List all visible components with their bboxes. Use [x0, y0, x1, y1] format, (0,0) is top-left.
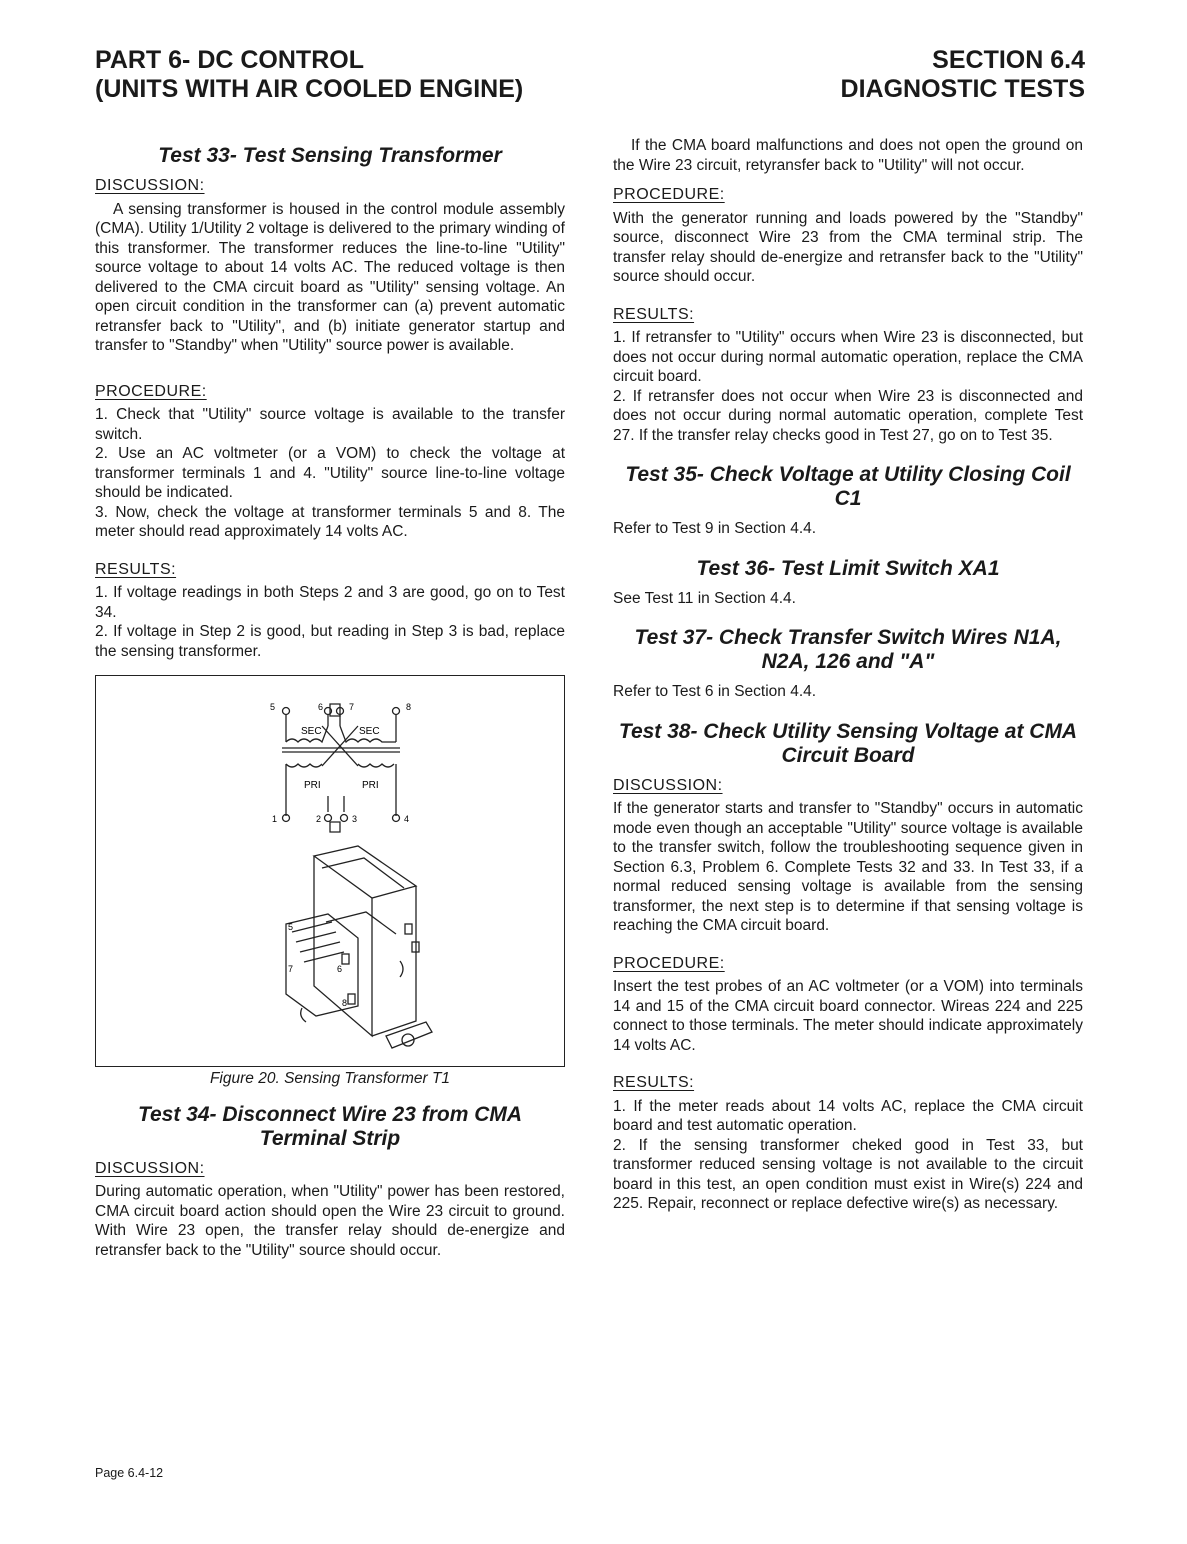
test33-procedure-label: PROCEDURE:: [95, 382, 207, 400]
page-header-left: [95, 46, 523, 104]
transformer-body-drawing: [286, 846, 432, 1048]
test36-body: See Test 11 in Section 4.4.: [613, 589, 796, 607]
pri-label-left: PRI: [304, 780, 321, 791]
pri-label-right: PRI: [362, 780, 379, 791]
sec-label-left: SEC: [301, 726, 322, 737]
test38-result: 2. If the sensing transformer cheked good in Test 33, but transformer reduced sensing voltage is not available to the circuit board in this test, an open condition must exist in Wire(s) 224 and 225. Repair, reconnect or replace defective wire(s) as necessary.: [613, 1136, 1083, 1212]
body-terminal-label: 8: [342, 998, 348, 1008]
test38-results-label: RESULTS:: [613, 1074, 695, 1091]
test38-discussion: If the generator starts and transfer to "Standby" occurs in automatic mode even though an acceptable "Utility" source voltage is available to the transfer switch, follow the troubleshooting sequence given in Section 6.3, Problem 6. Complete Tests 32 and 33. In Test 33, if a normal reduced sensing voltage is available from the sensing transformer, the next step is to determine if that sensing voltage is reaching the CMA circuit board.: [613, 800, 1083, 934]
test33-procedure-step: 3. Now, check the voltage at transformer terminals 5 and 8. The meter should read approximately 14 volts AC.: [95, 503, 565, 540]
test35-body: Refer to Test 9 in Section 4.4.: [613, 520, 817, 537]
terminal-2: [325, 815, 332, 822]
test34-result: 2. If retransfer does not occur when Wire 23 is disconnected and does not occur during normal automatic operation, complete Test 27. If the transfer relay checks good in Test 27, go on to Test 35.: [613, 387, 1083, 444]
sensing-transformer-figure: [95, 675, 565, 1067]
test33-title: Test 33- Test Sensing Transformer: [158, 144, 502, 167]
test33-discussion: A sensing transformer is housed in the control module assembly (CMA). Utility 1/Utility 2 voltage is delivered to the primary winding of this transformer. The transformer reduces the line-to-line "Utility" source voltage to about 14 volts AC. The reduced voltage is then delivered to the CMA circuit board as "Utility" sensing voltage. An open circuit condition in the transformer can (a) prevent automatic retransfer back to "Utility", and (b) initiate generator startup and transfer to "Standby" when "Utility" source power is available.: [95, 200, 565, 354]
terminal-label: 6: [318, 702, 324, 712]
test34-discussion-label: DISCUSSION:: [95, 1159, 205, 1177]
test38-procedure: Insert the test probes of an AC voltmeter (or a VOM) into terminals 14 and 15 of the CMA circuit board connector. Wireas 224 and 225 connect to those terminals. The meter should indicate approximately 14 volts AC.: [613, 978, 1083, 1054]
part-subtitle: (UNITS WITH AIR COOLED ENGINE): [95, 75, 524, 103]
section-title: DIAGNOSTIC TESTS: [840, 75, 1085, 103]
test33-procedure-step: 1. Check that "Utility" source voltage is available to the transfer switch.: [95, 406, 565, 443]
figure-caption: Figure 20. Sensing Transformer T1: [209, 1070, 451, 1087]
test33-results-label: RESULTS:: [95, 560, 177, 578]
terminal-8: [393, 708, 400, 715]
test38-procedure-label: PROCEDURE:: [613, 954, 725, 972]
test38-title: Test 38- Check Utility Sensing Voltage at CMA Circuit Board: [618, 719, 1078, 767]
test34-discussion-cont: If the CMA board malfunctions and does not open the ground on the Wire 23 circuit, retyransfer back to "Utility" will not occur.: [613, 137, 1083, 174]
test33-procedure-step: 2. Use an AC voltmeter (or a VOM) to check the voltage at transformer terminals 1 and 4. "Utility" source line-to-line voltage should be indicated.: [95, 445, 565, 501]
right-column: [613, 132, 1083, 1214]
page-number: Page 6.4-12: [95, 1466, 164, 1480]
test37-title: Test 37- Check Transfer Switch Wires N1A, N2A, 126 and "A": [634, 626, 1062, 673]
terminal-label: 5: [270, 702, 276, 712]
test35-title: Test 35- Check Voltage at Utility Closing Coil C1: [625, 463, 1071, 510]
test36-title: Test 36- Test Limit Switch XA1: [696, 556, 1000, 580]
test37-body: Refer to Test 6 in Section 4.4.: [613, 683, 817, 700]
test38-discussion-label: DISCUSSION:: [613, 776, 723, 794]
body-terminal-label: 6: [337, 964, 343, 974]
test34-results-label: RESULTS:: [613, 305, 695, 323]
test34-result: 1. If retransfer to "Utility" occurs when Wire 23 is disconnected, but does not occur during normal automatic operation, replace the CMA circuit board.: [613, 329, 1083, 385]
test34-procedure: With the generator running and loads powered by the "Standby" source, disconnect Wire 23 from the CMA terminal strip. The transfer relay should de-energize and retransfer back to the "Utility" source should occur.: [613, 209, 1083, 285]
test33-result: 2. If voltage in Step 2 is good, but reading in Step 3 is bad, replace the sensing transformer.: [95, 623, 565, 660]
terminal-5: [283, 708, 290, 715]
section-number: SECTION 6.4: [932, 46, 1085, 74]
terminal-label: 4: [404, 814, 410, 824]
sec-label-right: SEC: [359, 726, 380, 737]
transformer-schematic: [96, 676, 563, 1065]
terminal-label: 2: [316, 814, 322, 824]
terminal-3: [341, 815, 348, 822]
test34-discussion: During automatic operation, when "Utility" power has been restored, CMA circuit board action should open the Wire 23 circuit to ground. With Wire 23 open, the transfer relay should de-energize and retransfer back to the "Utility" source should occur.: [95, 1183, 565, 1259]
test33-discussion-label: DISCUSSION:: [95, 177, 205, 194]
test33-result: 1. If voltage readings in both Steps 2 and 3 are good, go on to Test 34.: [95, 584, 565, 621]
terminal-label: 3: [352, 814, 358, 824]
test34-title: Test 34- Disconnect Wire 23 from CMA Terminal Strip: [137, 1102, 523, 1150]
body-terminal-label: 5: [288, 922, 294, 932]
test34-procedure-label: PROCEDURE:: [613, 186, 725, 203]
page-header-right: [841, 46, 1085, 104]
terminal-label: 8: [406, 702, 412, 712]
terminal-label: 7: [349, 702, 355, 712]
body-terminal-label: 7: [288, 964, 294, 974]
terminal-label: 1: [272, 814, 278, 824]
left-column: [95, 132, 565, 1260]
test38-result: 1. If the meter reads about 14 volts AC, replace the CMA circuit board and test automatic operation.: [613, 1097, 1083, 1134]
part-title: PART 6- DC CONTROL: [95, 46, 364, 74]
